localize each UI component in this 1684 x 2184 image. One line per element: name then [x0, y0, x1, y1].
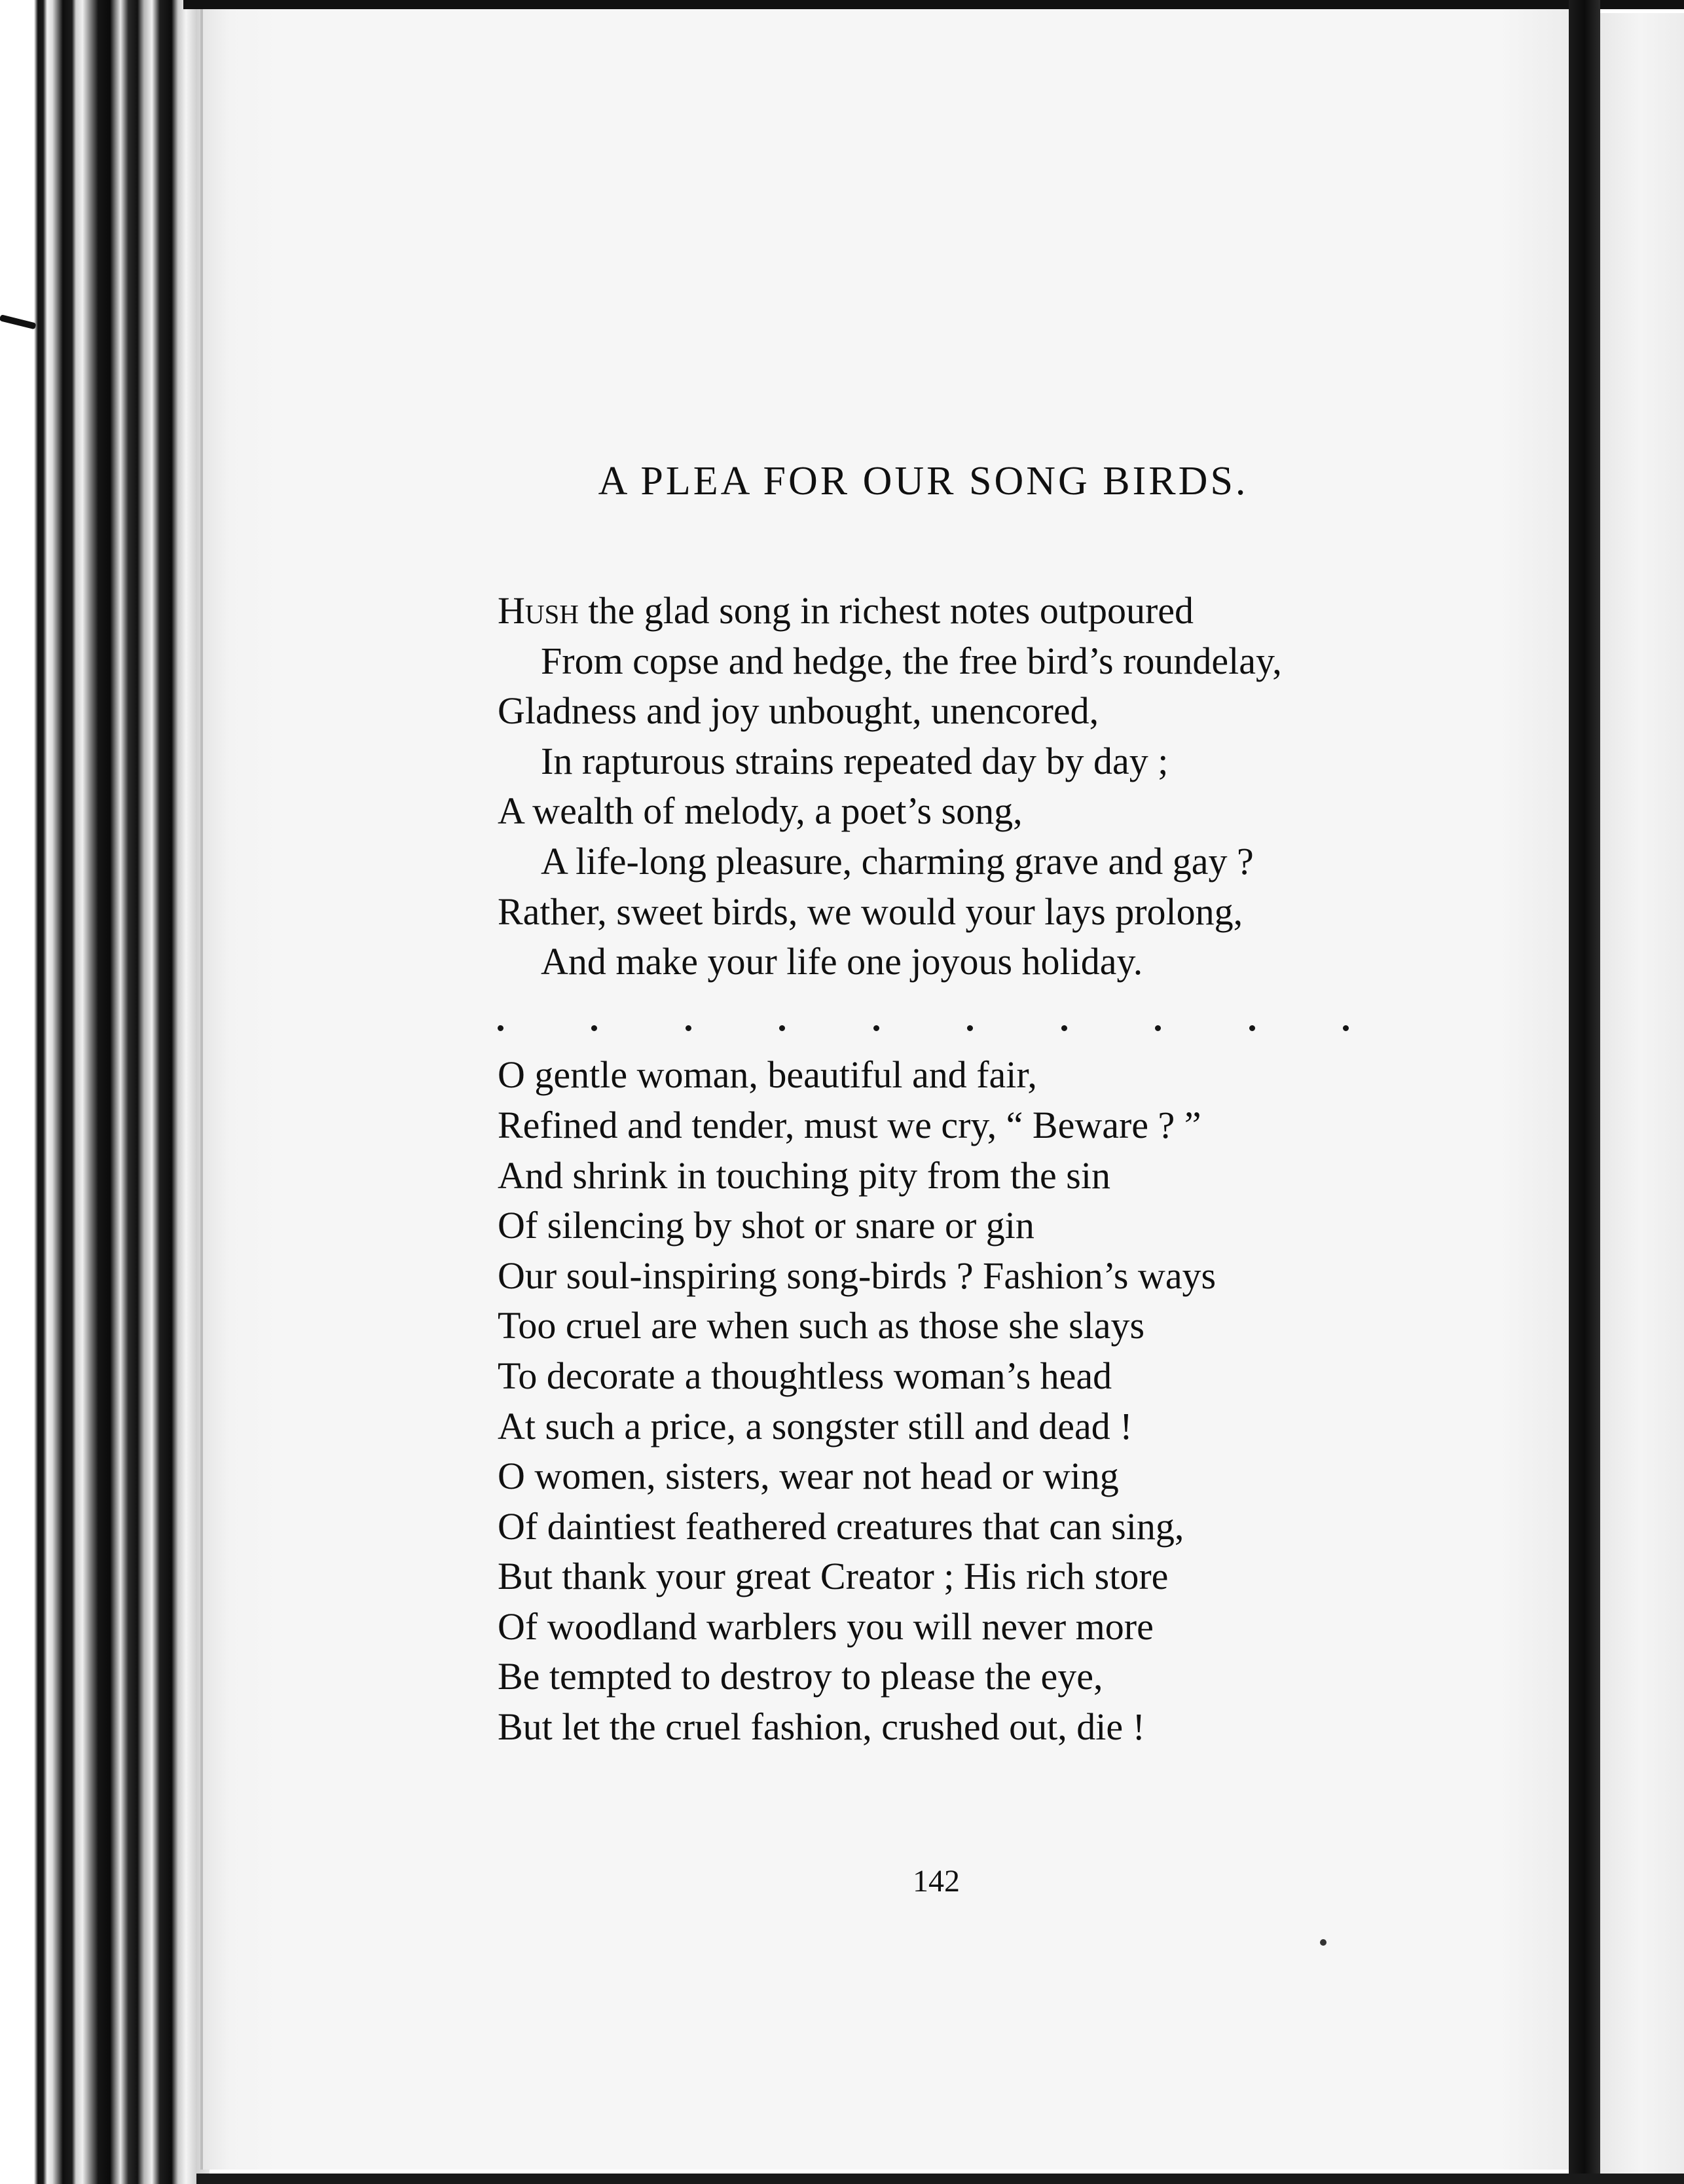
poem-line: Of silencing by shot or snare or gin: [498, 1204, 1034, 1247]
top-border: [183, 0, 1684, 9]
poem-line: Too cruel are when such as those she slays: [498, 1304, 1145, 1347]
opening-word: Hush: [498, 589, 579, 632]
bottom-border: [196, 2174, 1684, 2184]
stanza-separator: [498, 987, 1414, 1038]
poem-line: Refined and tender, must we cry, “ Beware ? ”: [498, 1103, 1201, 1146]
separator-dot: [1155, 1025, 1161, 1031]
book-gutter: [1569, 0, 1600, 2184]
stanza-gap: [498, 1037, 1414, 1050]
poem-line: [498, 586, 1414, 636]
ellipsis-dots: [498, 1025, 1349, 1031]
separator-dot: [967, 1025, 973, 1031]
poem-line: Of woodland warblers you will never more: [498, 1605, 1154, 1648]
separator-dot: [1249, 1025, 1255, 1031]
separator-dot: [686, 1025, 691, 1031]
separator-dot: [1061, 1025, 1067, 1031]
poem-title: A PLEA FOR OUR SONG BIRDS.: [598, 459, 1249, 503]
poem-line: And shrink in touching pity from the sin: [498, 1154, 1110, 1197]
poem-line: At such a price, a songster still and dead !: [498, 1404, 1133, 1447]
poem-line: From copse and hedge, the free bird’s roundelay,: [541, 639, 1282, 682]
separator-dot: [873, 1025, 879, 1031]
poem-body: [498, 586, 1414, 1753]
poem-line: Rather, sweet birds, we would your lays prolong,: [498, 890, 1243, 933]
separator-dot: [779, 1025, 785, 1031]
facing-page-edge: [1600, 13, 1684, 2184]
poem-line: In rapturous strains repeated day by day ;: [541, 739, 1169, 782]
poem-line: O gentle woman, beautiful and fair,: [498, 1053, 1037, 1097]
poem-line: Be tempted to destroy to please the eye,: [498, 1655, 1103, 1698]
poem-line: But let the cruel fashion, crushed out, die !: [498, 1705, 1145, 1749]
poem-line: O women, sisters, wear not head or wing: [498, 1455, 1119, 1498]
separator-dot: [591, 1025, 597, 1031]
poem-line: Our soul-inspiring song-birds ? Fashion’s ways: [498, 1254, 1217, 1297]
ink-speck: [1320, 1939, 1327, 1946]
poem-line: To decorate a thoughtless woman’s head: [498, 1354, 1112, 1397]
separator-dot: [498, 1025, 503, 1031]
poem-line: Gladness and joy unbought, unencored,: [498, 689, 1099, 733]
poem-line: Of daintiest feathered creatures that can sing,: [498, 1504, 1184, 1548]
poem-line: A wealth of melody, a poet’s song,: [498, 790, 1023, 833]
separator-dot: [1343, 1025, 1349, 1031]
poem-line: And make your life one joyous holiday.: [541, 940, 1143, 983]
poem-line: A life-long pleasure, charming grave and gay ?: [541, 839, 1254, 883]
poem-line: But thank your great Creator ; His rich store: [498, 1555, 1169, 1598]
page-number: 142: [913, 1864, 960, 1899]
opening-line-rest: the glad song in richest notes outpoured: [578, 589, 1194, 632]
